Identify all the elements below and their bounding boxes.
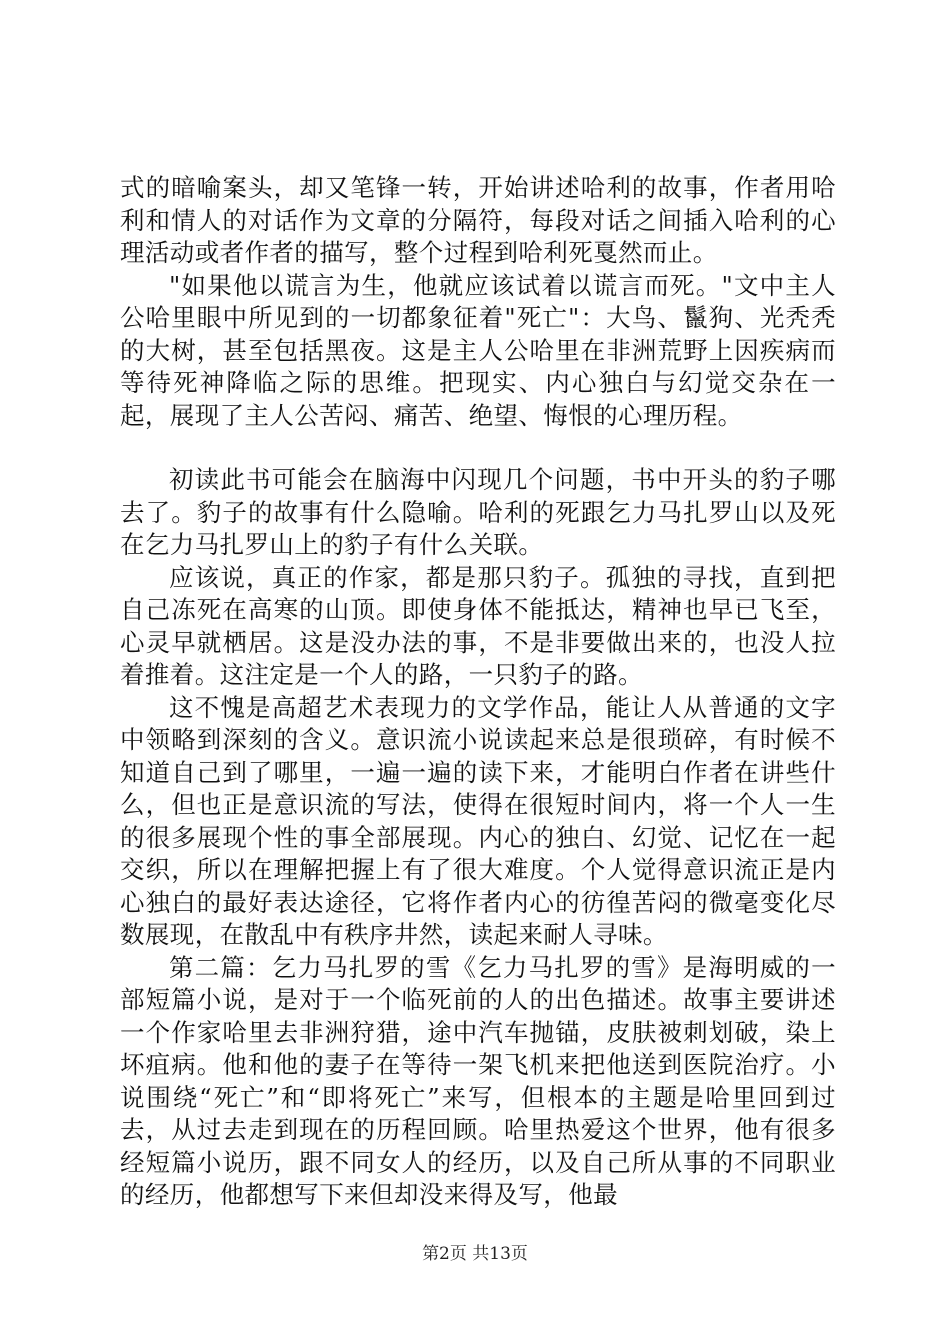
page-footer: 第2页 共13页 <box>422 1244 528 1264</box>
paragraph-6: 第二篇：乞力马扎罗的雪《乞力马扎罗的雪》是海明威的一部短篇小说，是对于一个临死前的人的出色描述。故事主要讲述一个作家哈里去非洲狩猎，途中汽车抛锚，皮肤被刺划破，染上坏疽病。他和他的妻子在等待一架飞机来把他送到医院治疗。小说围绕“死亡”和“即将死亡”来写，但根本的主题是哈里回到过去，从过去走到现在的历程回顾。哈里热爱这个世界，他有很多经短篇小说历，跟不同女人的经历，以及自己所从事的不同职业的经历，他都想写下来但却没来得及写，他最 <box>120 952 836 1209</box>
paragraph-3: 初读此书可能会在脑海中闪现几个问题，书中开头的豹子哪去了。豹子的故事有什么隐喻。哈利的死跟乞力马扎罗山以及死在乞力马扎罗山上的豹子有什么关联。 <box>120 465 836 559</box>
paragraph-gap <box>120 432 836 464</box>
document-body <box>120 172 836 1212</box>
paragraph-1: 式的暗喻案头，却又笔锋一转，开始讲述哈利的故事，作者用哈利和情人的对话作为文章的分隔符，每段对话之间插入哈利的心理活动或者作者的描写，整个过程到哈利死戛然而止。 <box>120 173 836 267</box>
paragraph-5: 这不愧是高超艺术表现力的文学作品，能让人从普通的文字中领略到深刻的含义。意识流小说读起来总是很琐碎，有时候不知道自己到了哪里，一遍一遍的读下来，才能明白作者在讲些什么，但也正是意识流的写法，使得在很短时间内，将一个人一生的很多展现个性的事全部展现。内心的独白、幻觉、记忆在一起交织，所以在理解把握上有了很大难度。个人觉得意识流正是内心独白的最好表达途径，它将作者内心的彷徨苦闷的微毫变化尽数展现，在散乱中有秩序井然，读起来耐人寻味。 <box>120 692 836 949</box>
paragraph-2: "如果他以谎言为生，他就应该试着以谎言而死。"文中主人公哈里眼中所见到的一切都象征着"死亡"：大鸟、鬣狗、光秃秃的大树，甚至包括黑夜。这是主人公哈里在非洲荒野上因疾病而等待死神降临之际的思维。把现实、内心独白与幻觉交杂在一起，展现了主人公苦闷、痛苦、绝望、悔恨的心理历程。 <box>120 270 836 430</box>
paragraph-4: 应该说，真正的作家，都是那只豹子。孤独的寻找，直到把自己冻死在高寒的山顶。即使身体不能抵达，精神也早已飞至，心灵早就栖居。这是没办法的事，不是非要做出来的，也没人拉着推着。这注定是一个人的路，一只豹子的路。 <box>120 562 836 689</box>
